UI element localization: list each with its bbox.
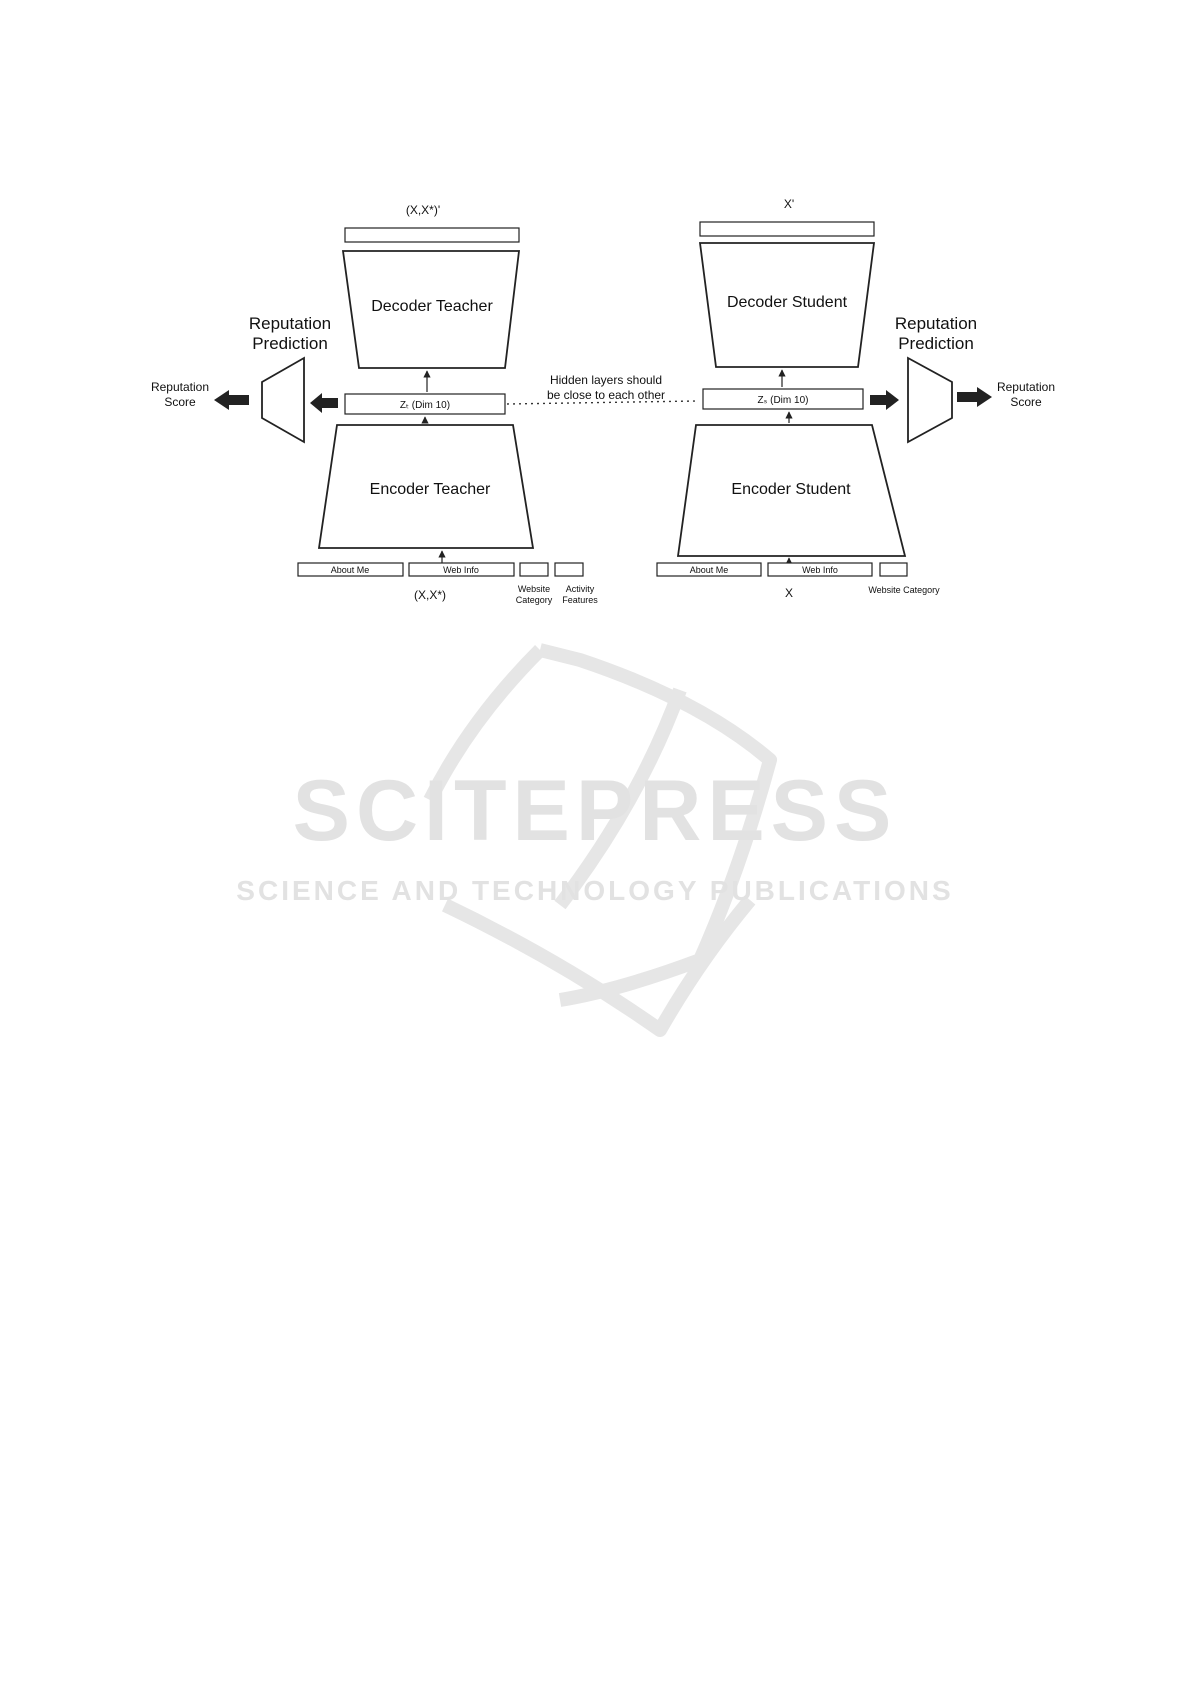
teacher-input-about-me-label: About Me (330, 565, 370, 575)
teacher-encoder-label: Encoder Teacher (369, 481, 491, 498)
teacher-prediction-head (262, 358, 304, 442)
student-network (657, 197, 1055, 600)
student-website-category-label: Website Category (868, 585, 940, 595)
student-output-layer (700, 222, 874, 236)
student-encoder-label: Encoder Student (731, 481, 851, 498)
teacher-input-activity-features (555, 563, 583, 576)
hidden-layer-link-label: Hidden layers should be close to each other (546, 373, 666, 402)
teacher-input-label: (X,X*) (413, 588, 447, 602)
student-output-label: X' (783, 197, 795, 211)
student-input-label: X (784, 586, 794, 600)
watermark-subtitle: SCIENCE AND TECHNOLOGY PUBLICATIONS (236, 875, 954, 906)
student-input-website-category (880, 563, 907, 576)
watermark-title: SCITEPRESS (292, 763, 898, 859)
teacher-output-layer (345, 228, 519, 242)
teacher-latent-label: Zₜ (Dim 10) (399, 400, 451, 411)
student-latent-label: Zₛ (Dim 10) (757, 395, 809, 406)
student-input-web-info-label: Web Info (802, 565, 838, 575)
student-score-label: Reputation Score (996, 380, 1056, 409)
student-decoder-label: Decoder Student (726, 294, 848, 311)
teacher-input-web-info-label: Web Info (443, 565, 479, 575)
teacher-output-label: (X,X*)' (405, 203, 441, 217)
teacher-score-arrow (214, 390, 249, 410)
teacher-latent-to-head-arrow (310, 393, 338, 413)
teacher-website-category-label: Website Category (515, 584, 553, 605)
teacher-input-website-category (520, 563, 548, 576)
teacher-score-label: Reputation Score (150, 380, 210, 409)
teacher-decoder-label: Decoder Teacher (371, 298, 493, 315)
student-input-about-me-label: About Me (689, 565, 729, 575)
hidden-layer-link (507, 373, 697, 404)
teacher-activity-features-label: Activity Features (562, 584, 598, 605)
student-score-arrow (957, 387, 992, 407)
student-latent-to-head-arrow (870, 390, 899, 410)
teacher-input-boxes (298, 563, 583, 576)
teacher-prediction-label: Reputation Prediction (248, 314, 332, 353)
student-input-boxes (657, 563, 907, 576)
student-prediction-head (908, 358, 952, 442)
student-prediction-label: Reputation Prediction (894, 314, 978, 353)
